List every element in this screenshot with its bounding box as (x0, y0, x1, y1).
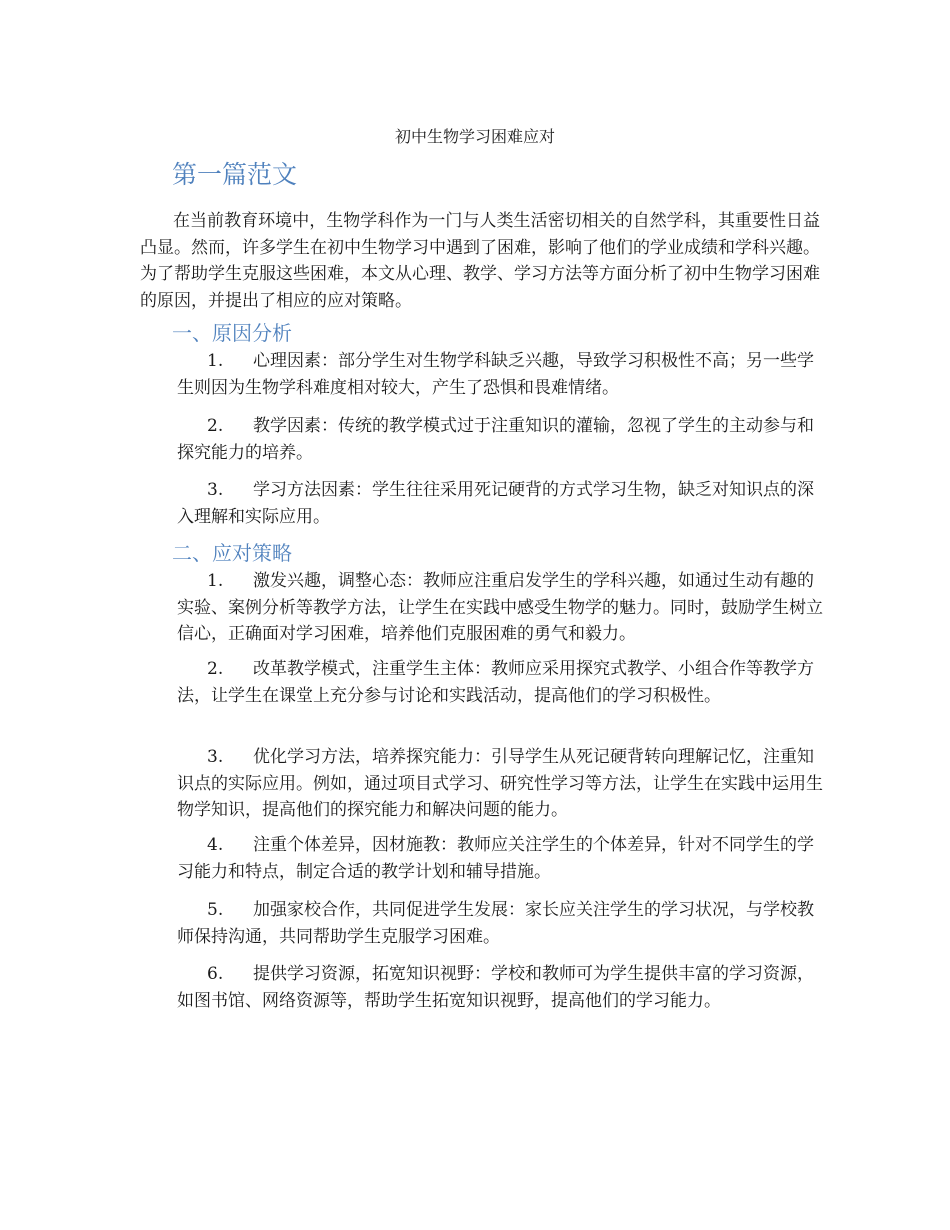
section-heading-causes: 一、原因分析 (172, 321, 292, 345)
list-item-text: 教学因素：传统的教学模式过于注重知识的灌输，忽视了学生的主动参与和探究能力的培养。 (177, 416, 814, 463)
list-item-number: 6. (207, 964, 224, 984)
list-item-number: 2. (207, 416, 224, 436)
list-item (177, 961, 830, 1014)
list-item (177, 413, 830, 466)
document-title: 初中生物学习困难应对 (394, 127, 555, 146)
list-item-number: 3. (207, 747, 224, 767)
list-item (177, 477, 830, 530)
list-item (177, 897, 830, 950)
list-item (177, 832, 830, 885)
list-item-text: 学习方法因素：学生往往采用死记硬背的方式学习生物，缺乏对知识点的深入理解和实际应用。 (177, 480, 814, 527)
section-heading-strategies: 二、应对策略 (172, 541, 292, 565)
list-item-text: 注重个体差异，因材施教：教师应关注学生的个体差异，针对不同学生的学习能力和特点，制定合适的教学计划和辅导措施。 (177, 835, 814, 882)
list-item-text: 提供学习资源，拓宽知识视野：学校和教师可为学生提供丰富的学习资源，如图书馆、网络资源等，帮助学生拓宽知识视野，提高他们的学习能力。 (177, 964, 814, 1011)
list-item-number: 2. (207, 659, 224, 679)
essay-heading: 第一篇范文 (172, 160, 298, 189)
list-item-number: 4. (207, 835, 224, 855)
list-item-number: 3. (207, 480, 224, 500)
list-item-number: 5. (207, 900, 224, 920)
list-item-text: 改革教学模式，注重学生主体：教师应采用探究式教学、小组合作等教学方法，让学生在课堂上充分参与讨论和实践活动，提高他们的学习积极性。 (177, 659, 814, 706)
list-item-number: 1. (207, 351, 224, 371)
list-item-text: 心理因素：部分学生对生物学科缺乏兴趣，导致学习积极性不高；另一些学生则因为生物学科难度相对较大，产生了恐惧和畏难情绪。 (177, 351, 814, 398)
list-item (177, 348, 830, 401)
intro-paragraph: 在当前教育环境中，生物学科作为一门与人类生活密切相关的自然学科，其重要性日益凸显。然而，许多学生在初中生物学习中遇到了困难，影响了他们的学业成绩和学科兴趣。为了帮助学生克服这些困难，本文从心理、教学、学习方法等方面分析了初中生物学习困难的原因，并提出了相应的应对策略。 (140, 211, 820, 311)
list-item (177, 568, 830, 648)
list-item-number: 1. (207, 571, 224, 591)
list-item-text: 激发兴趣，调整心态：教师应注重启发学生的学科兴趣，如通过生动有趣的实验、案例分析等教学方法，让学生在实践中感受生物学的魅力。同时，鼓励学生树立信心，正确面对学习困难，培养他们克服困难的勇气和毅力。 (177, 571, 823, 644)
list-item (177, 656, 830, 709)
list-item (177, 744, 830, 824)
list-item-text: 加强家校合作，共同促进学生发展：家长应关注学生的学习状况，与学校教师保持沟通，共同帮助学生克服学习困难。 (177, 900, 814, 947)
list-item-text: 优化学习方法，培养探究能力：引导学生从死记硬背转向理解记忆，注重知识点的实际应用。例如，通过项目式学习、研究性学习等方法，让学生在实践中运用生物学知识，提高他们的探究能力和解决问题的能力。 (177, 747, 823, 820)
